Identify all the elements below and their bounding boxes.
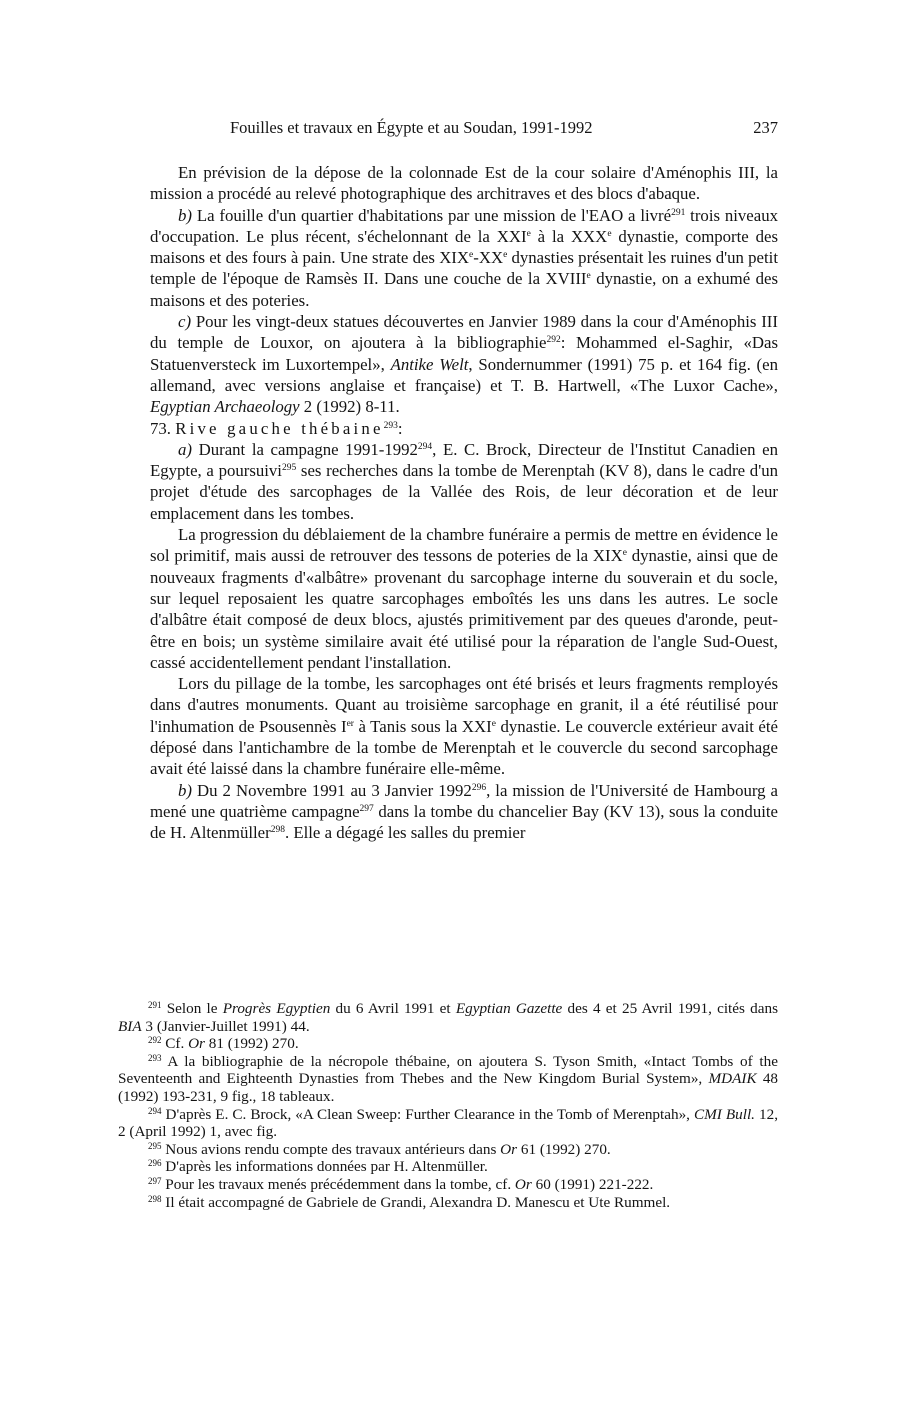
footnote-ref[interactable]: 297: [359, 803, 374, 814]
footnote-ref[interactable]: 294: [417, 441, 433, 452]
footnote-ref[interactable]: 293: [383, 420, 398, 431]
page-number: 237: [753, 118, 778, 137]
footnote-291: $^{291}$ Selon le Progrès Egyptien du 6 Avril 1991 et Egyptian Gazette des 4 et 25 Avril 1991, cités dans BIA 3 (Janvier-Juillet 1991) 44.: [118, 1000, 778, 1035]
footnote-294: $^{294}$ D'après E. C. Brock, «A Clean Sweep: Further Clearance in the Tomb of Merenptah», CMI Bull. 12, 2 (April 1992) 1, avec fig.: [118, 1105, 778, 1141]
paragraph-louxor-statues: c) Pour les vingt-deux statues découvertes en Janvier 1989 dans la cour d'Aménophis III du temple de Louxor, on ajoutera à la bibliographie$^{292}$: Mohammed el-Saghir, «Das Statuenversteck im Luxortempel», Antike Welt, Sondernummer (1991) 75 p. et 164 fig. (en allemand, avec versions anglaise et française) et T. B. Hartwell, «The Luxor Cache», Egyptian Archaeology 2 (1992) 8-11.: [150, 312, 778, 417]
footnote-ref[interactable]: 292: [546, 335, 561, 346]
paragraph-eao-habitations: b) La fouille d'un quartier d'habitations par une mission de l'EAO a livré$^{291}$ trois niveaux d'occupation. Le plus récent, s'échelonnant de la XXIe à la XXXe dynastie, comporte des maisons et des fours à pain. Une strate des XIXe-XXe dynasties présentait les ruines d'un petit temple de l'époque de Ramsès II. Dans une couche de la XVIIIe dynastie, on a exhumé des maisons et des poteries.: [150, 205, 778, 310]
footnote-293: $^{293}$ A la bibliographie de la nécropole thébaine, on ajoutera S. Tyson Smith, «Intact Tombs of the Seventeenth and Eighteenth Dynasties from Thebes and the New Kingdom Burial System», MDAIK 48 (1992) 193-231, 9 fig., 18 tableaux.: [118, 1052, 779, 1105]
page-header: [150, 118, 778, 142]
footnote-ref[interactable]: 295: [281, 463, 297, 474]
footnote-297: $^{297}$ Pour les travaux menés précédemment dans la tombe, cf. Or 60 (1991) 221-222.: [148, 1175, 654, 1193]
footnote-295: $^{295}$ Nous avions rendu compte des travaux antérieurs dans Or 61 (1992) 270.: [148, 1140, 611, 1158]
paragraph-merenptah: a) Durant la campagne 1991-1992$^{294}$, E. C. Brock, Directeur de l'Institut Canadien en Egypte, a poursuivi$^{295}$ ses recherches dans la tombe de Merenptah (KV 8), dans le cadre d'un projet d'étude des sarcophages de la Vallée des Rois, de leur décoration et de leur emplacement dans les tombes.: [150, 439, 778, 523]
paragraph-deblaiement: La progression du déblaiement de la chambre funéraire a permis de mettre en évidence le sol primitif, mais aussi de retrouver des tessons de poteries de la XIXe dynastie, ainsi que de nouveaux fragments d'«albâtre» provenant du sarcophage interne du souverain et du socle, sur lequel reposaient les quatre sarcophages emboîtés les uns dans les autres. Le socle d'albâtre était composé de deux blocs, ajustés primitivement par des queues d'aronde, peut-être en bois; un système similaire avait été utilisé pour la réparation de l'angle Sud-Ouest, cassé accidentellement pendant l'installation.: [150, 525, 778, 672]
footnotes: [118, 1000, 778, 1211]
body-text: [150, 162, 778, 844]
footnote-ref[interactable]: 298: [270, 825, 285, 836]
paragraph-pillage: Lors du pillage de la tombe, les sarcophages ont été brisés et leurs fragments remployés dans d'autres monuments. Quant au troisième sarcophage en granit, il a été réutilisé pour l'inhumation de Psousennès Ier à Tanis sous la XXIe dynastie. Le couvercle extérieur avait été déposé dans l'antichambre de la tombe de Merenptah et le couvercle du second sarcophage avait été laissé dans la chambre funéraire elle-même.: [150, 674, 778, 779]
paragraph-colonnade: En prévision de la dépose de la colonnade Est de la cour solaire d'Aménophis III, la mission a procédé au relevé photographique des architraves et des blocs d'abaque.: [150, 163, 778, 204]
section-heading: 73. Rive gauche thébaine$^{293}$:: [150, 418, 403, 438]
footnote-298: $^{298}$ Il était accompagné de Gabriele de Grandi, Alexandra D. Manescu et Ute Rummel.: [148, 1193, 671, 1211]
footnote-292: $^{292}$ Cf. Or 81 (1992) 270.: [148, 1035, 299, 1053]
footnote-296: $^{296}$ D'après les informations données par H. Altenmüller.: [148, 1158, 488, 1176]
paragraph-hambourg: b) Du 2 Novembre 1991 au 3 Janvier 1992$^{296}$, la mission de l'Université de Hambourg a mené une quatrième campagne$^{297}$ dans la tombe du chancelier Bay (KV 13), sous la conduite de H. Altenmüller$^{298}$. Elle a dégagé les salles du premier: [150, 780, 779, 843]
footnote-ref[interactable]: 291: [671, 207, 686, 218]
footnote-ref[interactable]: 296: [471, 782, 487, 793]
running-title: Fouilles et travaux en Égypte et au Soudan, 1991-1992: [230, 118, 593, 137]
